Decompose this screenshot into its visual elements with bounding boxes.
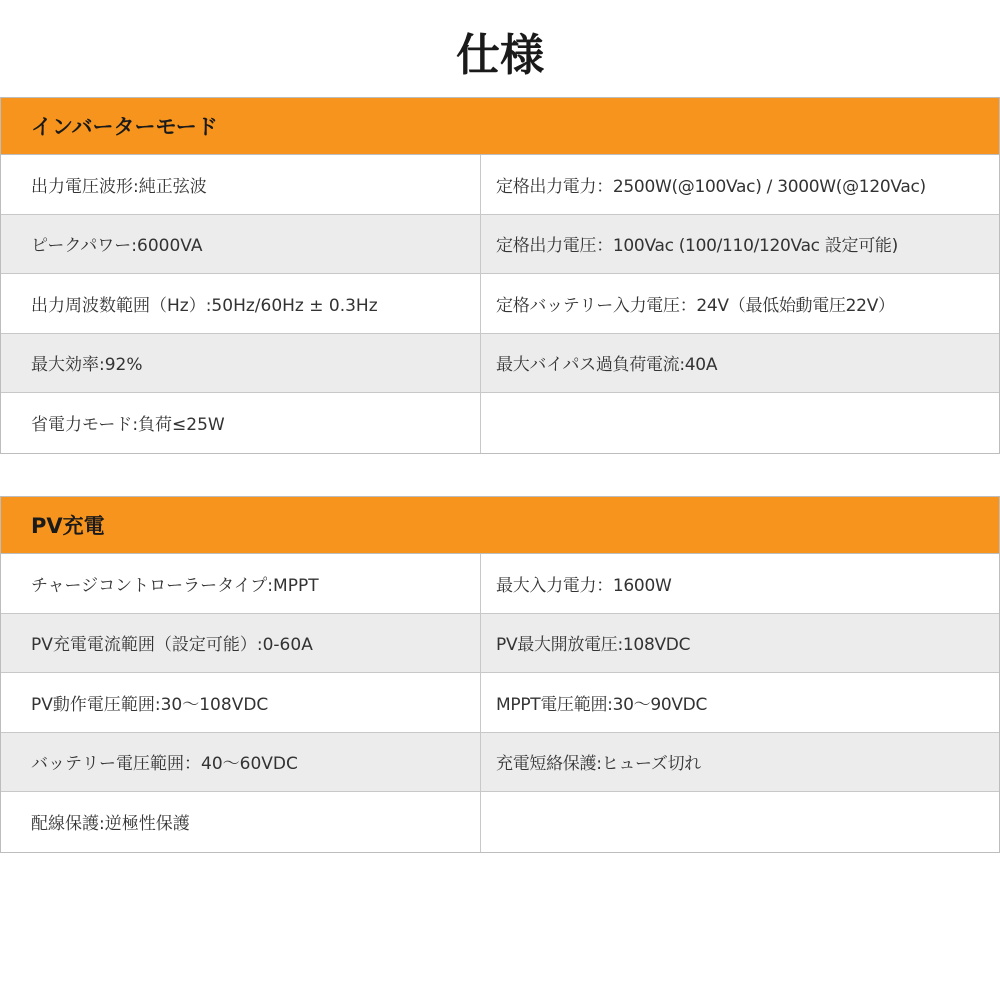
spec-row bbox=[1, 554, 999, 614]
spec-cell-right: 定格出力電圧：100Vac (100/110/120Vac 設定可能) bbox=[496, 236, 898, 257]
spec-section-pv-charging bbox=[0, 496, 1000, 853]
spec-cell-right: 最大バイパス過負荷電流:40A bbox=[496, 355, 718, 376]
spec-cell-left: チャージコントローラータイプ:MPPT bbox=[1, 554, 481, 613]
spec-cell-right bbox=[481, 792, 999, 852]
section-header: インバーターモード bbox=[1, 98, 999, 155]
spec-row bbox=[1, 733, 999, 793]
page-title: 仕様 bbox=[456, 30, 544, 81]
spec-cell-right bbox=[481, 393, 999, 453]
spec-cell-right: 最大入力電力：1600W bbox=[496, 575, 672, 596]
spec-cell-left: 出力周波数範囲（Hz）:50Hz/60Hz ± 0.3Hz bbox=[1, 274, 481, 333]
spec-cell-right: 定格バッテリー入力電圧：24V（最低始動電圧22V） bbox=[496, 295, 895, 316]
spec-cell-left: PV充電電流範囲（設定可能）:0-60A bbox=[1, 614, 481, 673]
spec-row bbox=[1, 215, 999, 275]
spec-cell-right: PV最大開放電圧:108VDC bbox=[496, 635, 691, 656]
spec-row bbox=[1, 792, 999, 852]
spec-cell-left: バッテリー電圧範囲：40～60VDC bbox=[1, 733, 481, 792]
spec-section-inverter bbox=[0, 97, 1000, 454]
spec-cell-left: 最大効率:92% bbox=[1, 334, 481, 393]
spec-cell-left: PV動作電圧範囲:30～108VDC bbox=[1, 673, 481, 732]
spec-cell-left: ピークパワー:6000VA bbox=[1, 215, 481, 274]
spec-cell-left: 省電力モード:負荷≤25W bbox=[1, 393, 481, 453]
spec-row bbox=[1, 393, 999, 453]
spec-row bbox=[1, 274, 999, 334]
section-header: PV充電 bbox=[1, 497, 999, 554]
spec-cell-left: 配線保護:逆極性保護 bbox=[1, 792, 481, 852]
spec-row bbox=[1, 614, 999, 674]
spec-cell-right: 充電短絡保護:ヒューズ切れ bbox=[496, 754, 701, 775]
spec-cell-right: 定格出力電力：2500W(@100Vac) / 3000W(@120Vac) bbox=[496, 176, 926, 197]
spec-cell-left: 出力電圧波形:純正弦波 bbox=[1, 155, 481, 214]
spec-row bbox=[1, 673, 999, 733]
spec-row bbox=[1, 334, 999, 394]
spec-cell-right: MPPT電圧範囲:30～90VDC bbox=[496, 694, 708, 715]
spec-row bbox=[1, 155, 999, 215]
